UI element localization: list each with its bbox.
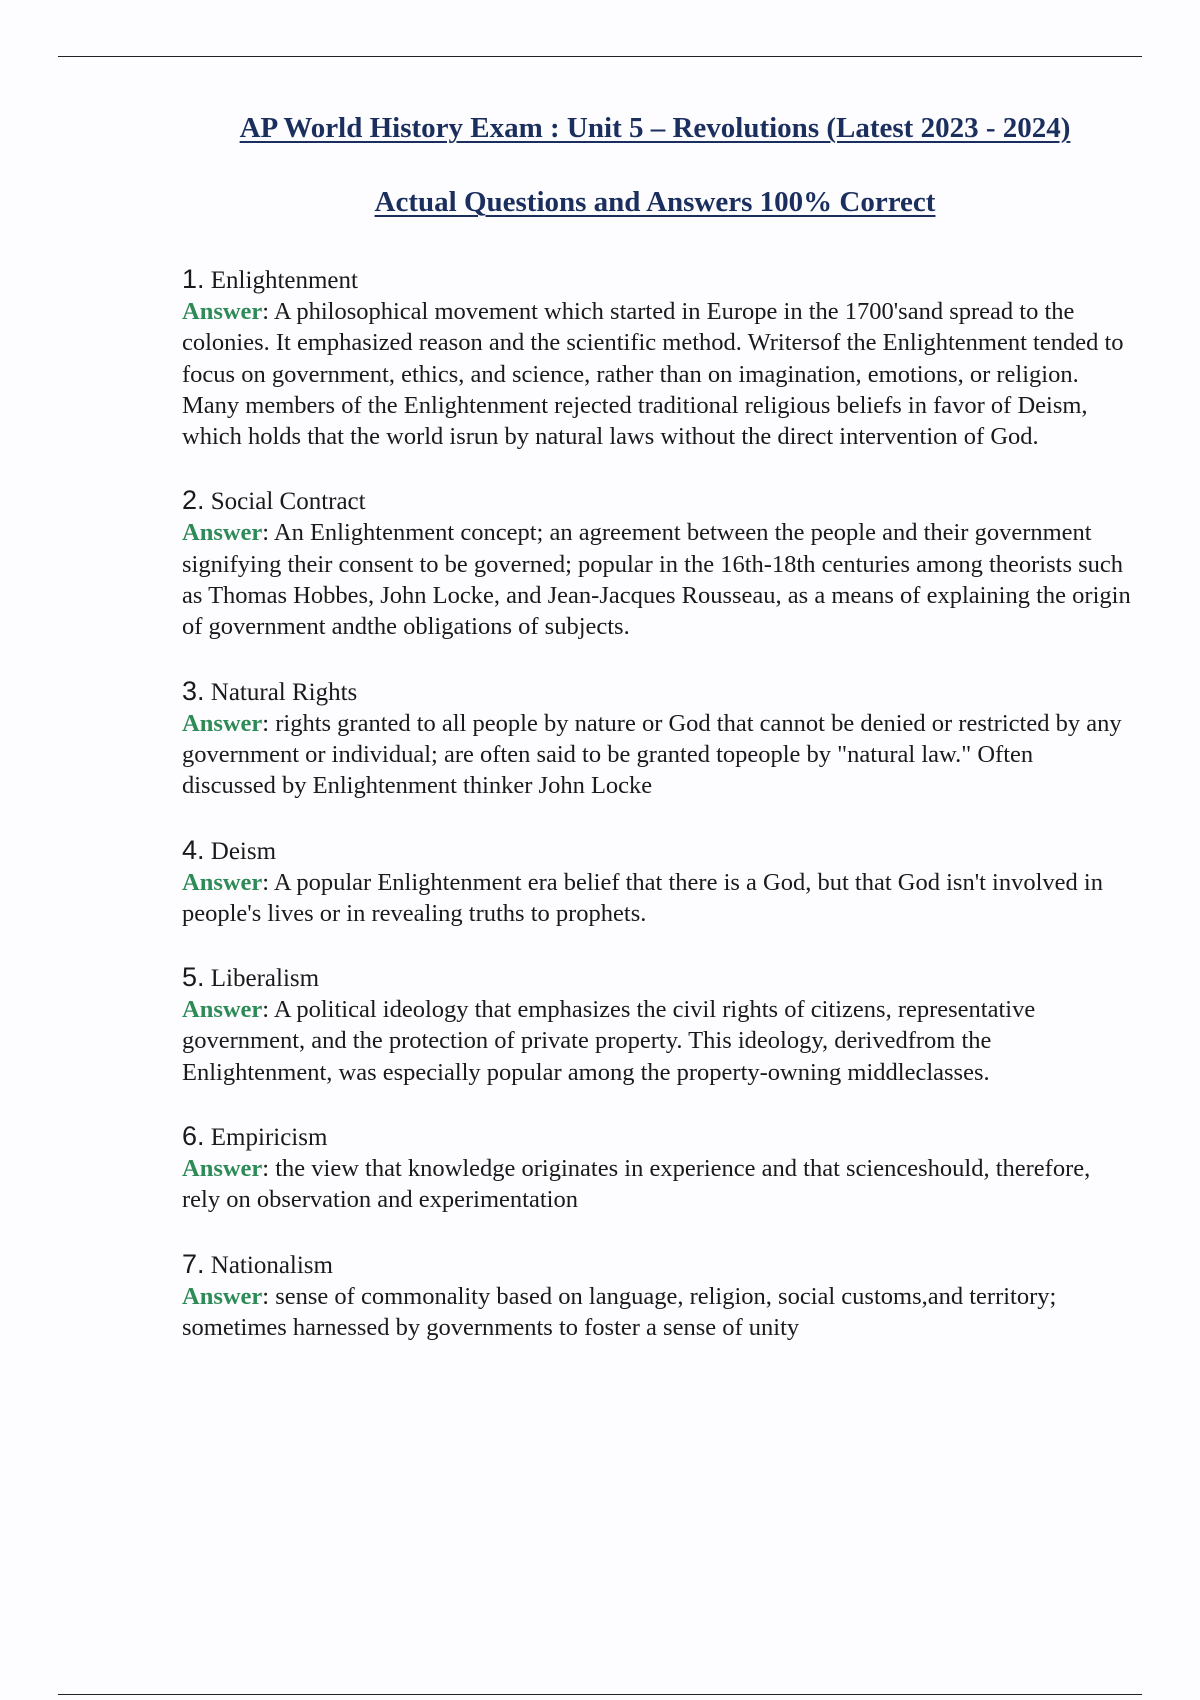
question-number: 2.	[182, 485, 205, 516]
qa-item	[182, 962, 1132, 1088]
question-term: Social Contract	[210, 488, 366, 516]
answer-text: A popular Enlightenment era belief that there is a God, but that God isn't involved in people's lives or in revealing truths to prophets.	[182, 868, 1103, 927]
answer-label: Answer	[182, 298, 263, 325]
answer-block: Answer: rights granted to all people by nature or God that cannot be denied or restricted by any government or individual; are often said to be granted topeople by "natural law." Often discussed by Enlightenment thinker John Locke	[182, 709, 1122, 800]
qa-list	[182, 264, 1132, 1376]
question-line	[182, 1121, 1132, 1153]
question-number: 5.	[182, 962, 205, 993]
answer-text: An Enlightenment concept; an agreement between the people and their government signifying their consent to be governed; popular in the 16th-18th centuries among theorists such as Thomas Hobbes, John Locke, and Jean-Jacques Rousseau, as a means of explaining the origin of government andthe obligations of subjects.	[182, 519, 1131, 641]
question-line	[182, 676, 1132, 708]
question-number: 7.	[182, 1248, 205, 1279]
answer-block: Answer: An Enlightenment concept; an agreement between the people and their government signifying their consent to be governed; popular in the 16th-18th centuries among theorists such as Thomas Hobbes, John Locke, and Jean-Jacques Rousseau, as a means of explaining the origin of government andthe obligations of subjects.	[182, 519, 1131, 641]
answer-label: Answer	[182, 519, 263, 547]
qa-item	[182, 485, 1132, 642]
answer-block: Answer: A political ideology that emphasizes the civil rights of citizens, representative government, and the protection of private property. This ideology, derivedfrom the Enlightenment, was especially popular among the property-owning middleclasses.	[182, 996, 1036, 1086]
question-term: Nationalism	[210, 1251, 333, 1279]
question-line	[182, 485, 1132, 517]
answer-label: Answer	[182, 709, 263, 737]
answer-text: A philosophical movement which started in Europe in the 1700'sand spread to the colonies. It emphasized reason and the scientific method. Writersof the Enlightenment tended to focus on government, ethics, and science, rather than on imagination, emotions, or religion. Many members of the Enlightenment rejected traditional religious beliefs in favor of Deism, which holds that the world isrun by natural laws without the direct intervention of God.	[182, 298, 1124, 451]
answer-text: rights granted to all people by nature or God that cannot be denied or restricted by any government or individual; are often said to be granted topeople by "natural law." Often discussed by Enlightenment thinker John Locke	[182, 709, 1122, 800]
answer-block: Answer: sense of commonality based on language, religion, social customs,and territory; sometimes harnessed by governments to foster a sense of unity	[182, 1282, 1057, 1341]
answer-label: Answer	[182, 1282, 263, 1310]
question-line	[182, 264, 1132, 296]
answer-text: A political ideology that emphasizes the civil rights of citizens, representative government, and the protection of private property. This ideology, derivedfrom the Enlightenment, was especially popular among the property-owning middleclasses.	[182, 996, 1036, 1086]
question-number: 6.	[182, 1121, 205, 1152]
question-number: 4.	[182, 834, 205, 865]
header-rule	[58, 56, 1142, 57]
answer-text: sense of commonality based on language, religion, social customs,and territory; sometimes harnessed by governments to foster a sense of unity	[182, 1282, 1057, 1341]
qa-item	[182, 1249, 1132, 1344]
answer-block: Answer: the view that knowledge originates in experience and that scienceshould, therefore, rely on observation and experimentation	[182, 1155, 1091, 1214]
question-line	[182, 835, 1132, 867]
document-title	[150, 110, 1160, 220]
question-term: Liberalism	[210, 965, 320, 993]
question-term: Enlightenment	[210, 267, 358, 294]
question-number: 3.	[182, 675, 205, 706]
qa-item	[182, 835, 1132, 930]
answer-label: Answer	[182, 996, 263, 1024]
question-term: Empiricism	[210, 1124, 328, 1152]
question-line	[182, 1249, 1132, 1281]
answer-label: Answer	[182, 1155, 263, 1183]
question-number: 1.	[182, 264, 205, 294]
qa-item	[182, 264, 1132, 452]
question-line	[182, 962, 1132, 994]
title-line-1: AP World History Exam : Unit 5 – Revolutions (Latest 2023 - 2024)	[239, 112, 1071, 144]
footer-rule	[58, 1694, 1142, 1695]
answer-label: Answer	[182, 868, 263, 896]
qa-item	[182, 676, 1132, 802]
answer-block: Answer: A popular Enlightenment era belief that there is a God, but that God isn't involved in people's lives or in revealing truths to prophets.	[182, 868, 1103, 927]
question-term: Natural Rights	[210, 678, 358, 706]
answer-block: Answer: A philosophical movement which started in Europe in the 1700'sand spread to the colonies. It emphasized reason and the scientific method. Writersof the Enlightenment tended to focus on government, ethics, and science, rather than on imagination, emotions, or religion. Many members of the Enlightenment rejected traditional religious beliefs in favor of Deism, which holds that the world isrun by natural laws without the direct intervention of God.	[182, 298, 1124, 451]
qa-item	[182, 1121, 1132, 1216]
answer-text: the view that knowledge originates in experience and that scienceshould, therefore, rely on observation and experimentation	[182, 1155, 1091, 1214]
title-line-2: Actual Questions and Answers 100% Correct	[374, 186, 936, 218]
question-term: Deism	[210, 837, 277, 865]
